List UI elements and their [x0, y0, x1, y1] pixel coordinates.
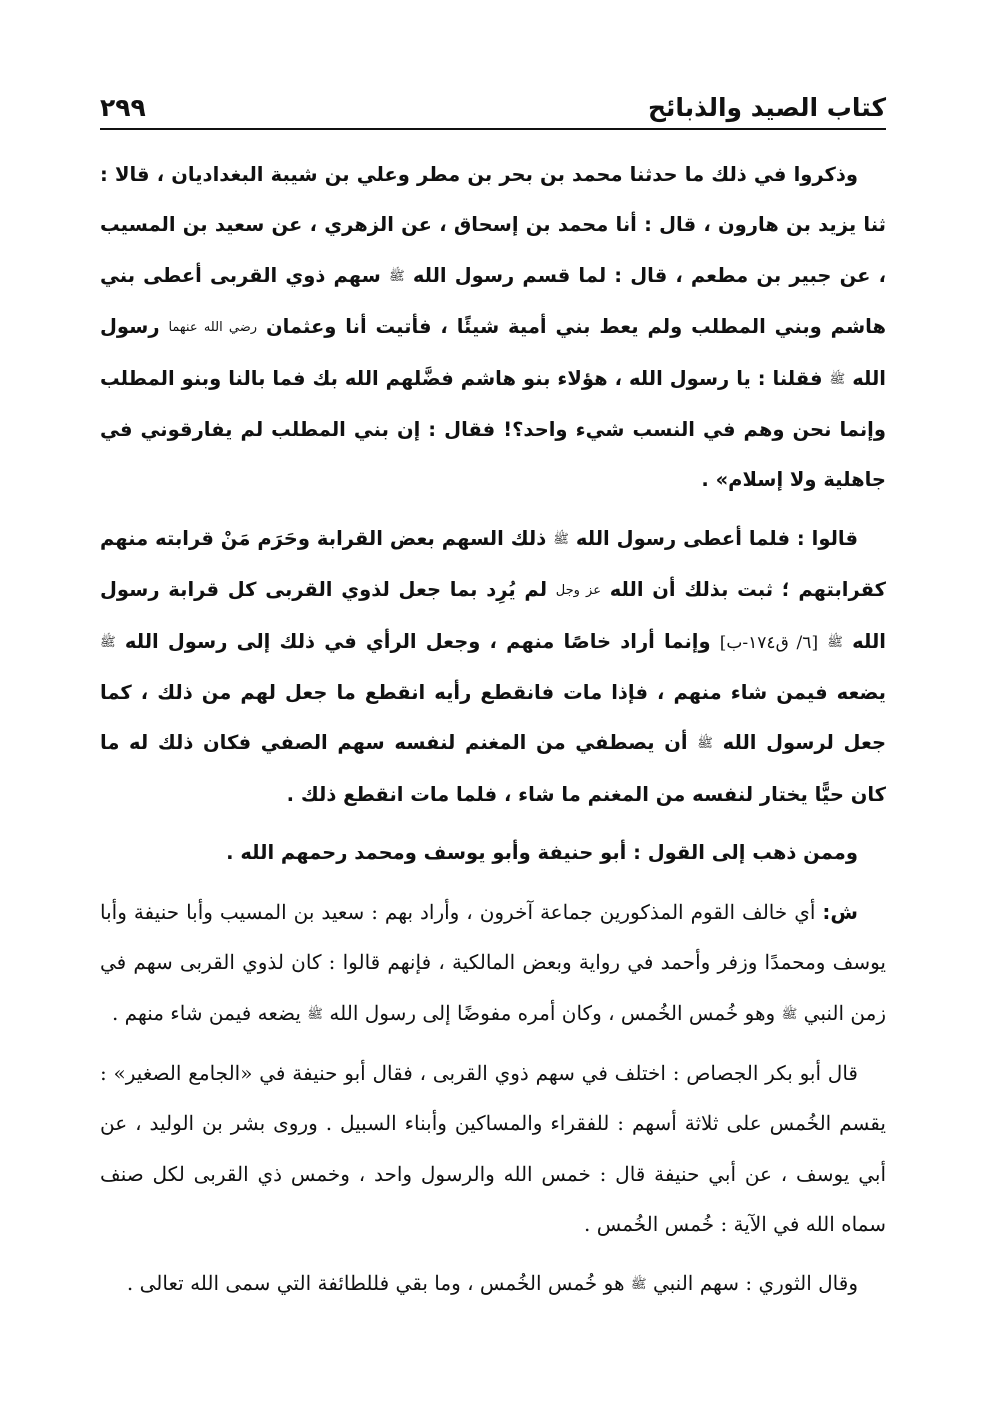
text-segment: وإنما أراد خاصًا منهم ، وجعل الرأي في ذلك إلى رسول الله: [124, 629, 711, 653]
text-segment: لم يُرِد بما جعل لذوي القربى كل قرابة رسول الله: [100, 578, 886, 653]
sharh-label: ش:: [822, 899, 859, 924]
salawat-mark: ﷺ: [307, 1006, 324, 1022]
salawat-mark: ﷺ: [388, 268, 405, 284]
salawat-mark: ﷺ: [100, 634, 116, 650]
text-segment: فقلنا : يا رسول الله ، هؤلاء بنو هاشم فضَّلهم الله بك فما بالنا وبنو المطلب وإنما نحن وهم في النسب شيء واحد؟! فقال : إن بني المطلب لم يفارقوني في جاهلية ولا إسلام» .: [100, 366, 886, 492]
text-segment: يضعه فيمن شاء منهم ، فإذا مات فانقطع رأيه انقطع ما جعل لهم من ذلك ، كما جعل لرسول الله: [100, 681, 887, 755]
text-segment: أي خالف القوم المذكورين جماعة آخرون ، وأراد بهم : سعيد بن المسيب وأبا حنيفة وأبا يوسف ومحمدًا وزفر وأحمد في رواية وبعض المالكية ، فإنهم قالوا : كان لذوي القربى سهم في زمن النبي: [100, 899, 886, 1025]
text-segment: رسول الله: [100, 315, 886, 390]
azza-mark: عز وجل: [555, 583, 601, 599]
text-segment: ذلك السهم بعض القرابة وحَرَم مَنْ قرابته منهم كقرابتهم ؛ ثبت بذلك أن الله: [100, 526, 886, 602]
paragraph-hadith: [100, 150, 886, 506]
salawat-mark: ﷺ: [827, 634, 843, 650]
page-body: [100, 150, 886, 1318]
salawat-mark: ﷺ: [829, 371, 846, 387]
text-segment: هو خُمس الخُمس ، وما بقي فللطائفة التي سمى الله تعالى .: [126, 1270, 625, 1295]
text-segment: وقال الثوري : سهم النبي: [652, 1270, 858, 1295]
radiya-mark: رضي الله عنهما: [168, 320, 258, 336]
text-segment: يضعه فيمن شاء منهم .: [111, 1000, 301, 1025]
text-segment: وذكروا في ذلك ما حدثنا محمد بن بحر بن مطر وعلي بن شيبة البغداديان ، قالا : ثنا يزيد بن هارون ، قال : أنا محمد بن إسحاق ، عن الزهري ، عن سعيد بن المسيب ، عن جبير بن مطعم ، قال : لما قسم رسول الله: [100, 163, 886, 287]
paragraph-jassas: [100, 1048, 886, 1250]
paragraph-thawri: [100, 1258, 886, 1310]
text-segment: قالوا : فلما أعطى رسول الله: [575, 526, 858, 550]
page-number: ٢٩٩: [100, 93, 146, 122]
text-segment: سهم ذوي القربى أعطى بني هاشم وبني المطلب ولم يعط بني أمية شيئًا ، فأتيت أنا وعثمان: [100, 263, 886, 339]
running-title: كتاب الصيد والذبائح: [647, 93, 886, 122]
salawat-mark: ﷺ: [697, 736, 713, 752]
paragraph-qalu: [100, 514, 886, 820]
salawat-mark: ﷺ: [553, 531, 569, 547]
text-segment: وهو خُمس الخُمس ، وكان أمره مفوضًا إلى رسول الله: [329, 1000, 776, 1025]
salawat-mark: ﷺ: [630, 1276, 647, 1292]
text-segment: أن يصطفي من المغنم لنفسه سهم الصفي فكان ذلك له ما كان حيًّا يختار لنفسه من المغنم ما شاء ، فلما مات انقطع ذلك .: [100, 731, 886, 806]
page-header: [100, 80, 886, 130]
paragraph-sharh: [100, 887, 886, 1040]
salawat-mark: ﷺ: [781, 1006, 798, 1022]
paragraph-mimman: [100, 828, 886, 878]
manuscript-reference: [٦/ ق١٧٤-ب]: [719, 632, 819, 653]
text-segment: وممن ذهب إلى القول : أبو حنيفة وأبو يوسف ومحمد رحمهم الله .: [226, 841, 858, 865]
text-segment: قال أبو بكر الجصاص : اختلف في سهم ذوي القربى ، فقال أبو حنيفة في «الجامع الصغير» : يقسم الخُمس على ثلاثة أسهم : للفقراء والمساكين وأبناء السبيل . وروى بشر بن الوليد ، عن أبي يوسف ، عن أبي حنيفة قال : خمس الله والرسول واحد ، وخمس ذي القربى لكل صنف سماه الله في الآية : خُمس الخُمس .: [100, 1060, 886, 1237]
